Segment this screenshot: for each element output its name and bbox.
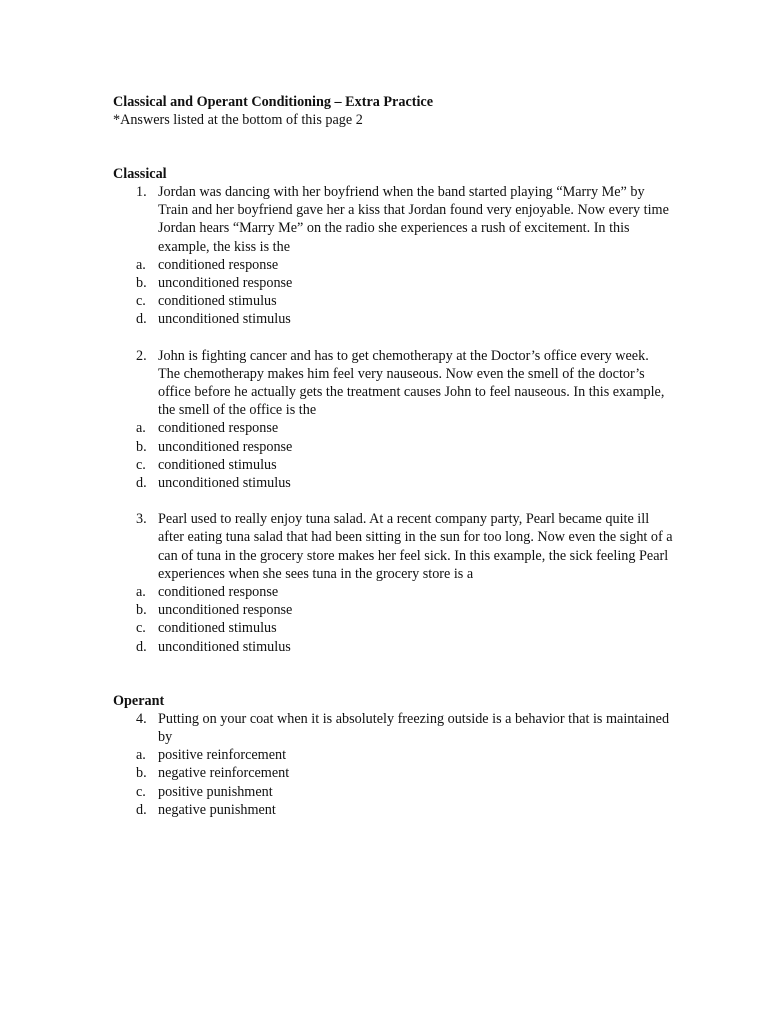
spacer [113,129,673,165]
option-d [113,638,673,656]
option-d [113,801,673,819]
option-letter: c. [136,456,146,473]
question-text: Jordan was dancing with her boyfriend when the band started playing “Marry Me” by Train and her boyfriend gave her a kiss that Jordan found very enjoyable. Now every time Jordan hears “Marry Me” on the radio she experiences a rush of excitement. In this example, the kiss is the [158,184,669,255]
section-heading: Classical [113,166,167,182]
option-text: unconditioned stimulus [158,475,291,492]
option-letter: d. [136,638,147,655]
option-text: negative punishment [158,801,276,818]
section-classical [113,165,673,656]
question-text: Pearl used to really enjoy tuna salad. At a recent company party, Pearl became quite ill after eating tuna salad that had been sitting in the sun for too long. Now even the sight of a can of tuna in the grocery store makes her feel sick. In this example, the sick feeling Pearl experiences when she sees tuna in the grocery store is a [158,511,673,582]
option-letter: c. [136,783,146,800]
question-number: 1. [136,184,147,200]
option-text: unconditioned response [158,275,293,292]
option-c [113,619,673,637]
answer-options [113,583,673,656]
option-letter: a. [136,584,146,601]
option-text: unconditioned stimulus [158,638,291,655]
option-letter: b. [136,275,147,292]
spacer [113,329,673,347]
option-text: conditioned stimulus [158,456,277,473]
question-text: John is fighting cancer and has to get chemotherapy at the Doctor’s office every week. The chemotherapy makes him feel very nauseous. Now even the smell of the doctor’s office before he actually gets the treatment causes John to feel nauseous. In this example, the smell of the office is the [158,347,665,419]
option-letter: d. [136,475,147,492]
option-c [113,292,673,310]
option-letter: b. [136,602,147,619]
document-title: Classical and Operant Conditioning – Extra Practice [113,94,434,110]
option-letter: a. [136,256,146,273]
option-text: unconditioned stimulus [158,311,291,328]
question-number: 3. [136,511,147,528]
question-3 [113,510,673,656]
option-d [113,310,673,328]
option-text: negative reinforcement [158,765,290,782]
option-b [113,764,673,782]
question-number: 2. [136,347,147,364]
option-text: conditioned stimulus [158,620,277,637]
spacer [113,656,673,692]
option-letter: a. [136,420,146,437]
option-text: positive reinforcement [158,747,287,764]
option-b [113,274,673,292]
document-subtitle: *Answers listed at the bottom of this page 2 [113,112,363,128]
section-heading: Operant [113,692,165,709]
option-letter: d. [136,801,147,818]
option-text: conditioned stimulus [158,293,277,310]
option-a [113,419,673,437]
option-d [113,474,673,492]
option-text: conditioned response [158,420,279,437]
answer-options [113,419,673,492]
document-page [113,93,673,819]
option-text: unconditioned response [158,602,293,619]
option-c [113,456,673,474]
question-text: Putting on your coat when it is absolutely freezing outside is a behavior that is maintained by [158,710,670,746]
option-letter: b. [136,765,147,782]
option-text: conditioned response [158,584,279,601]
option-text: unconditioned response [158,438,293,455]
option-letter: c. [136,620,146,637]
answer-options [113,256,673,329]
option-b [113,601,673,619]
option-letter: b. [136,438,147,455]
option-letter: d. [136,311,147,328]
option-c [113,783,673,801]
option-text: conditioned response [158,256,279,273]
option-letter: a. [136,747,146,764]
option-text: positive punishment [158,783,273,800]
question-number: 4. [136,710,147,727]
option-b [113,438,673,456]
option-a [113,583,673,601]
answer-options [113,746,673,819]
spacer [113,492,673,510]
option-letter: c. [136,293,146,310]
question-4 [113,710,673,819]
question-1 [113,183,673,329]
option-a [113,256,673,274]
option-a [113,746,673,764]
section-operant [113,692,673,819]
question-2 [113,347,673,493]
